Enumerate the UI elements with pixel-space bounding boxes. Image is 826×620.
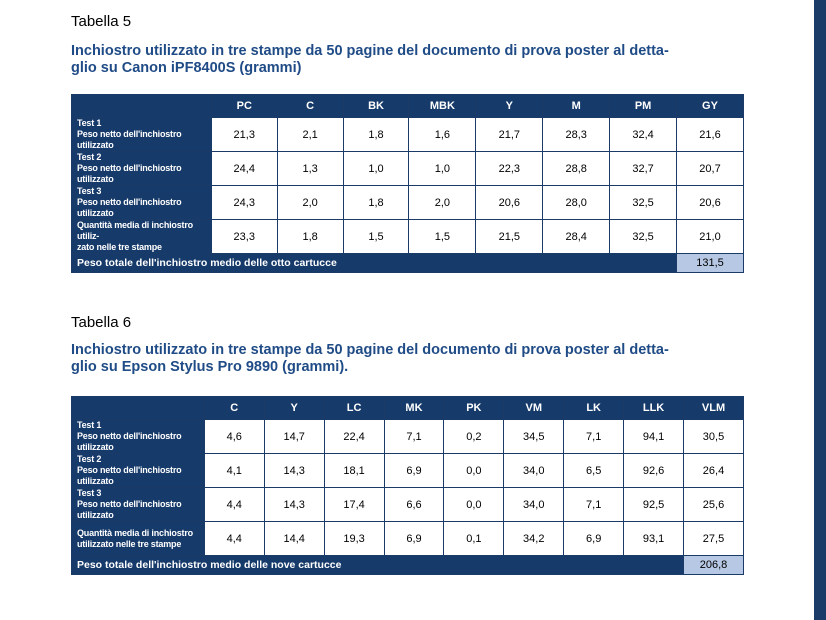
table-cell: 32,5: [610, 220, 677, 254]
table-cell: 28,8: [543, 152, 610, 186]
table-cell: 4,6: [204, 420, 264, 454]
row-title: Test 1: [77, 420, 102, 430]
table-cell: 0,1: [444, 522, 504, 556]
column-header: PK: [444, 397, 504, 420]
table-cell: 1,5: [409, 220, 476, 254]
column-header: PC: [211, 95, 277, 118]
table-cell: 7,1: [384, 420, 444, 454]
table-row: [72, 522, 744, 556]
table-cell: 28,3: [543, 118, 610, 152]
table-cell: 32,4: [610, 118, 677, 152]
table-cell: 22,4: [324, 420, 384, 454]
table-cell: 2,0: [277, 186, 343, 220]
row-title: Quantità media di inchiostro: [77, 527, 193, 538]
table-cell: 34,0: [504, 488, 564, 522]
table6-caption-line1: Inchiostro utilizzato in tre stampe da 50 pagine del documento di prova poster al detta-: [71, 342, 669, 358]
row-title: Test 2: [77, 454, 102, 464]
row-subtitle: utilizzato nelle tre stampe: [77, 538, 182, 549]
table-cell: 14,4: [264, 522, 324, 556]
total-value: 206,8: [684, 556, 744, 575]
table-row: [72, 454, 744, 488]
table-cell: 6,5: [564, 454, 624, 488]
table-cell: 7,1: [564, 420, 624, 454]
column-header: MBK: [409, 95, 476, 118]
table-cell: 1,5: [343, 220, 409, 254]
table-cell: 14,3: [264, 454, 324, 488]
table-cell: 34,0: [504, 454, 564, 488]
row-subtitle: zato nelle tre stampe: [77, 242, 162, 252]
table5-caption-line1: Inchiostro utilizzato in tre stampe da 50 pagine del documento di prova poster al detta-: [71, 43, 669, 59]
table5-corner-cell: [72, 95, 212, 118]
table-row: [72, 118, 744, 152]
column-header: BK: [343, 95, 409, 118]
row-subtitle: Peso netto dell'inchiostro utilizzato: [77, 163, 182, 184]
table-cell: 1,8: [343, 118, 409, 152]
row-header: [72, 454, 205, 488]
table-cell: 0,0: [444, 454, 504, 488]
column-header: Y: [264, 397, 324, 420]
table5-label: Tabella 5: [71, 13, 132, 30]
table-cell: 6,9: [384, 522, 444, 556]
table-cell: 14,7: [264, 420, 324, 454]
row-title: Test 3: [77, 186, 102, 196]
table-cell: 93,1: [624, 522, 684, 556]
total-label: Peso totale dell'inchiostro medio delle otto cartucce: [72, 254, 677, 273]
table-cell: 94,1: [624, 420, 684, 454]
row-title: Test 1: [77, 118, 102, 128]
column-header: LC: [324, 397, 384, 420]
table-cell: 4,4: [204, 522, 264, 556]
table-cell: 30,5: [684, 420, 744, 454]
table-cell: 28,4: [543, 220, 610, 254]
table-cell: 19,3: [324, 522, 384, 556]
row-header: [72, 118, 212, 152]
table6: [71, 396, 744, 575]
table-cell: 34,5: [504, 420, 564, 454]
column-header: C: [204, 397, 264, 420]
column-header: Y: [476, 95, 543, 118]
table-cell: 20,7: [677, 152, 744, 186]
column-header: VM: [504, 397, 564, 420]
table-cell: 21,3: [211, 118, 277, 152]
row-title: Test 2: [77, 152, 102, 162]
column-header: PM: [610, 95, 677, 118]
table-cell: 24,4: [211, 152, 277, 186]
table-cell: 92,5: [624, 488, 684, 522]
table-cell: 2,1: [277, 118, 343, 152]
table-cell: 1,0: [343, 152, 409, 186]
row-subtitle: Peso netto dell'inchiostro utilizzato: [77, 129, 182, 150]
table5-caption-line2: glio su Canon iPF8400S (grammi): [71, 60, 302, 76]
column-header: M: [543, 95, 610, 118]
table-cell: 1,8: [343, 186, 409, 220]
table-cell: 14,3: [264, 488, 324, 522]
table-cell: 6,6: [384, 488, 444, 522]
table5-header-row: [72, 95, 744, 118]
row-subtitle: Peso netto dell'inchiostro utilizzato: [77, 431, 182, 452]
table-row: [72, 420, 744, 454]
row-subtitle: Peso netto dell'inchiostro utilizzato: [77, 197, 182, 218]
table-cell: 0,2: [444, 420, 504, 454]
table-cell: 4,1: [204, 454, 264, 488]
row-header: [72, 186, 212, 220]
table6-caption-line2: glio su Epson Stylus Pro 9890 (grammi).: [71, 359, 349, 375]
table-cell: 21,6: [677, 118, 744, 152]
row-subtitle: Peso netto dell'inchiostro utilizzato: [77, 465, 182, 486]
total-label: Peso totale dell'inchiostro medio delle nove cartucce: [72, 556, 684, 575]
row-header: [72, 488, 205, 522]
table-cell: 0,0: [444, 488, 504, 522]
table6-header-row: [72, 397, 744, 420]
table-row: [72, 220, 744, 254]
table-cell: 7,1: [564, 488, 624, 522]
table-cell: 20,6: [677, 186, 744, 220]
table5: [71, 94, 744, 273]
table-cell: 4,4: [204, 488, 264, 522]
table-cell: 23,3: [211, 220, 277, 254]
table-cell: 20,6: [476, 186, 543, 220]
row-header: [72, 152, 212, 186]
row-header: [72, 220, 212, 254]
table-cell: 1,0: [409, 152, 476, 186]
column-header: LK: [564, 397, 624, 420]
total-value: 131,5: [677, 254, 744, 273]
row-header: [72, 420, 205, 454]
table-cell: 25,6: [684, 488, 744, 522]
table6-label: Tabella 6: [71, 314, 132, 331]
table-cell: 6,9: [384, 454, 444, 488]
table6-header: [71, 314, 669, 376]
page-edge-bar: [814, 0, 826, 620]
table-cell: 6,9: [564, 522, 624, 556]
row-header: [72, 522, 205, 556]
table-cell: 21,7: [476, 118, 543, 152]
table-cell: 32,7: [610, 152, 677, 186]
table-cell: 1,3: [277, 152, 343, 186]
table-cell: 21,5: [476, 220, 543, 254]
table-cell: 28,0: [543, 186, 610, 220]
table-cell: 18,1: [324, 454, 384, 488]
table-cell: 17,4: [324, 488, 384, 522]
table5-header: [71, 13, 669, 77]
table-cell: 24,3: [211, 186, 277, 220]
table-cell: 21,0: [677, 220, 744, 254]
table-cell: 34,2: [504, 522, 564, 556]
table-cell: 1,8: [277, 220, 343, 254]
column-header: VLM: [684, 397, 744, 420]
table-row: [72, 152, 744, 186]
row-title: Quantità media di inchiostro utiliz-: [77, 220, 193, 241]
table-row: [72, 488, 744, 522]
total-row: [72, 556, 744, 575]
table-cell: 2,0: [409, 186, 476, 220]
total-row: [72, 254, 744, 273]
column-header: C: [277, 95, 343, 118]
table-cell: 92,6: [624, 454, 684, 488]
table-cell: 32,5: [610, 186, 677, 220]
table6-corner-cell: [72, 397, 205, 420]
table-cell: 27,5: [684, 522, 744, 556]
table-cell: 1,6: [409, 118, 476, 152]
row-subtitle: Peso netto dell'inchiostro utilizzato: [77, 499, 182, 520]
column-header: GY: [677, 95, 744, 118]
column-header: MK: [384, 397, 444, 420]
table-row: [72, 186, 744, 220]
column-header: LLK: [624, 397, 684, 420]
row-title: Test 3: [77, 488, 102, 498]
table-cell: 22,3: [476, 152, 543, 186]
table-cell: 26,4: [684, 454, 744, 488]
